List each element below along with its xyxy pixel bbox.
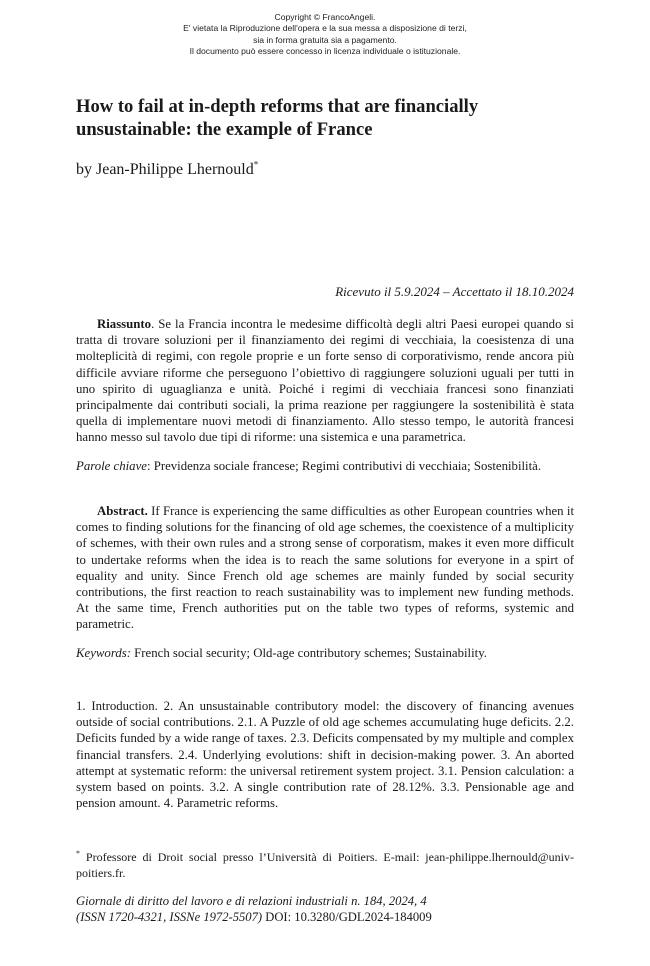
- footnote-mark: *: [76, 849, 80, 858]
- journal-name: Giornale di diritto del lavoro e di relazioni industriali n. 184, 2024, 4: [76, 894, 427, 908]
- author-name: by Jean-Philippe Lhernould: [76, 161, 254, 178]
- riassunto-paragraph: [76, 316, 574, 446]
- author-footnote-mark: *: [253, 159, 259, 170]
- parole-chiave-text: : Previdenza sociale francese; Regimi contributivi di vecchiaia; Sostenibilità.: [146, 459, 542, 473]
- author-footnote: [76, 850, 574, 881]
- riassunto-text: . Se la Francia incontra le medesime difficoltà degli altri Paesi europei quando si tratta di trovare soluzioni per il finanziamento dei regimi di vecchiaia, la coesistenza di una molteplicità di regimi, con regole proprie e un forte senso di corporativismo, rende ancora più difficile avviare riforme che perseguono l’obiettivo di raggiungere soluzioni uguali per tutti in uno spirito di uguaglianza e unità. Poiché i regimi di vecchiaia francesi sono finanziati principalmente dai contributi sociali, la prima reazione per raggiungere la sostenibilità è stata quella di implementare nuovi metodi di finanziamento. Allo stesso tempo, le autorità francesi hanno messo sul tavolo due tipi di riforme: una sistemica e una parametrica.: [76, 317, 574, 445]
- keywords: [76, 645, 574, 661]
- author-line: [76, 160, 258, 180]
- journal-doi: DOI: 10.3280/GDL2024-184009: [262, 910, 432, 924]
- keywords-text: French social security; Old-age contributory schemes; Sustainability.: [130, 646, 487, 660]
- journal-ids: [76, 909, 574, 925]
- journal-issn: (ISSN 1720-4321, ISSNe 1972-5507): [76, 910, 263, 924]
- received-accepted-dates: Ricevuto il 5.9.2024 – Accettato il 18.10.2024: [335, 284, 574, 299]
- copyright-line: Copyright © FrancoAngeli.: [274, 12, 376, 22]
- keywords-label: Keywords:: [76, 646, 131, 660]
- abstract-label: Abstract.: [97, 504, 148, 518]
- table-of-contents: 1. Introduction. 2. An unsustainable contributory model: the discovery of financing avenues outside of social contributions. 2.1. A Puzzle of old age schemes accumulating huge deficits. 2.2. Deficits funded by a wide range of taxes. 2.3. Deficits compensated by my multiple and complex financial transfers. 2.4. Underlying evolutions: shift in decision-making power. 3. An aborted attempt at systematic reform: the universal retirement system project. 3.1. Pension calculation: a system based on points. 3.2. A single contribution rate of 28.12%. 3.3. Pensionable age and pension amount. 4. Parametric reforms.: [76, 699, 574, 811]
- copyright-line: sia in forma gratuita sia a pagamento.: [253, 34, 397, 45]
- abstract-text: If France is experiencing the same difficulties as other European countries when it comes to finding solutions for the financing of old age schemes, the coexistence of a multiplicity of schemes, with their own rules and a strong sense of corporatism, makes it even more difficult to undertake reforms when the idea is to reach the same solutions for everyone in a spirt of equality and unity. Since French old age schemes are mainly funded by social security contributions, the first reaction to reach sustainability was to implement new funding methods. At the same time, French authorities put on the table two types of reforms, systemic and parametric.: [76, 504, 574, 632]
- parole-chiave: [76, 458, 574, 474]
- copyright-line: Il documento può essere concesso in licenza individuale o istituzionale.: [189, 45, 461, 56]
- riassunto-label: Riassunto: [97, 317, 152, 331]
- copyright-line: E' vietata la Riproduzione dell'opera e la sua messa a disposizione di terzi,: [183, 23, 467, 34]
- journal-citation: [76, 893, 574, 925]
- abstract-paragraph: [76, 503, 574, 633]
- article-title: How to fail at in-depth reforms that are financially unsustainable: the example of France: [76, 96, 479, 140]
- footnote-text: Professore di Droit social presso l’Università di Poitiers. E-mail: jean-philippe.lhernould@univ-poitiers.fr.: [76, 850, 574, 880]
- parole-chiave-label: Parole chiave: [76, 459, 147, 473]
- copyright-notice: [0, 12, 650, 57]
